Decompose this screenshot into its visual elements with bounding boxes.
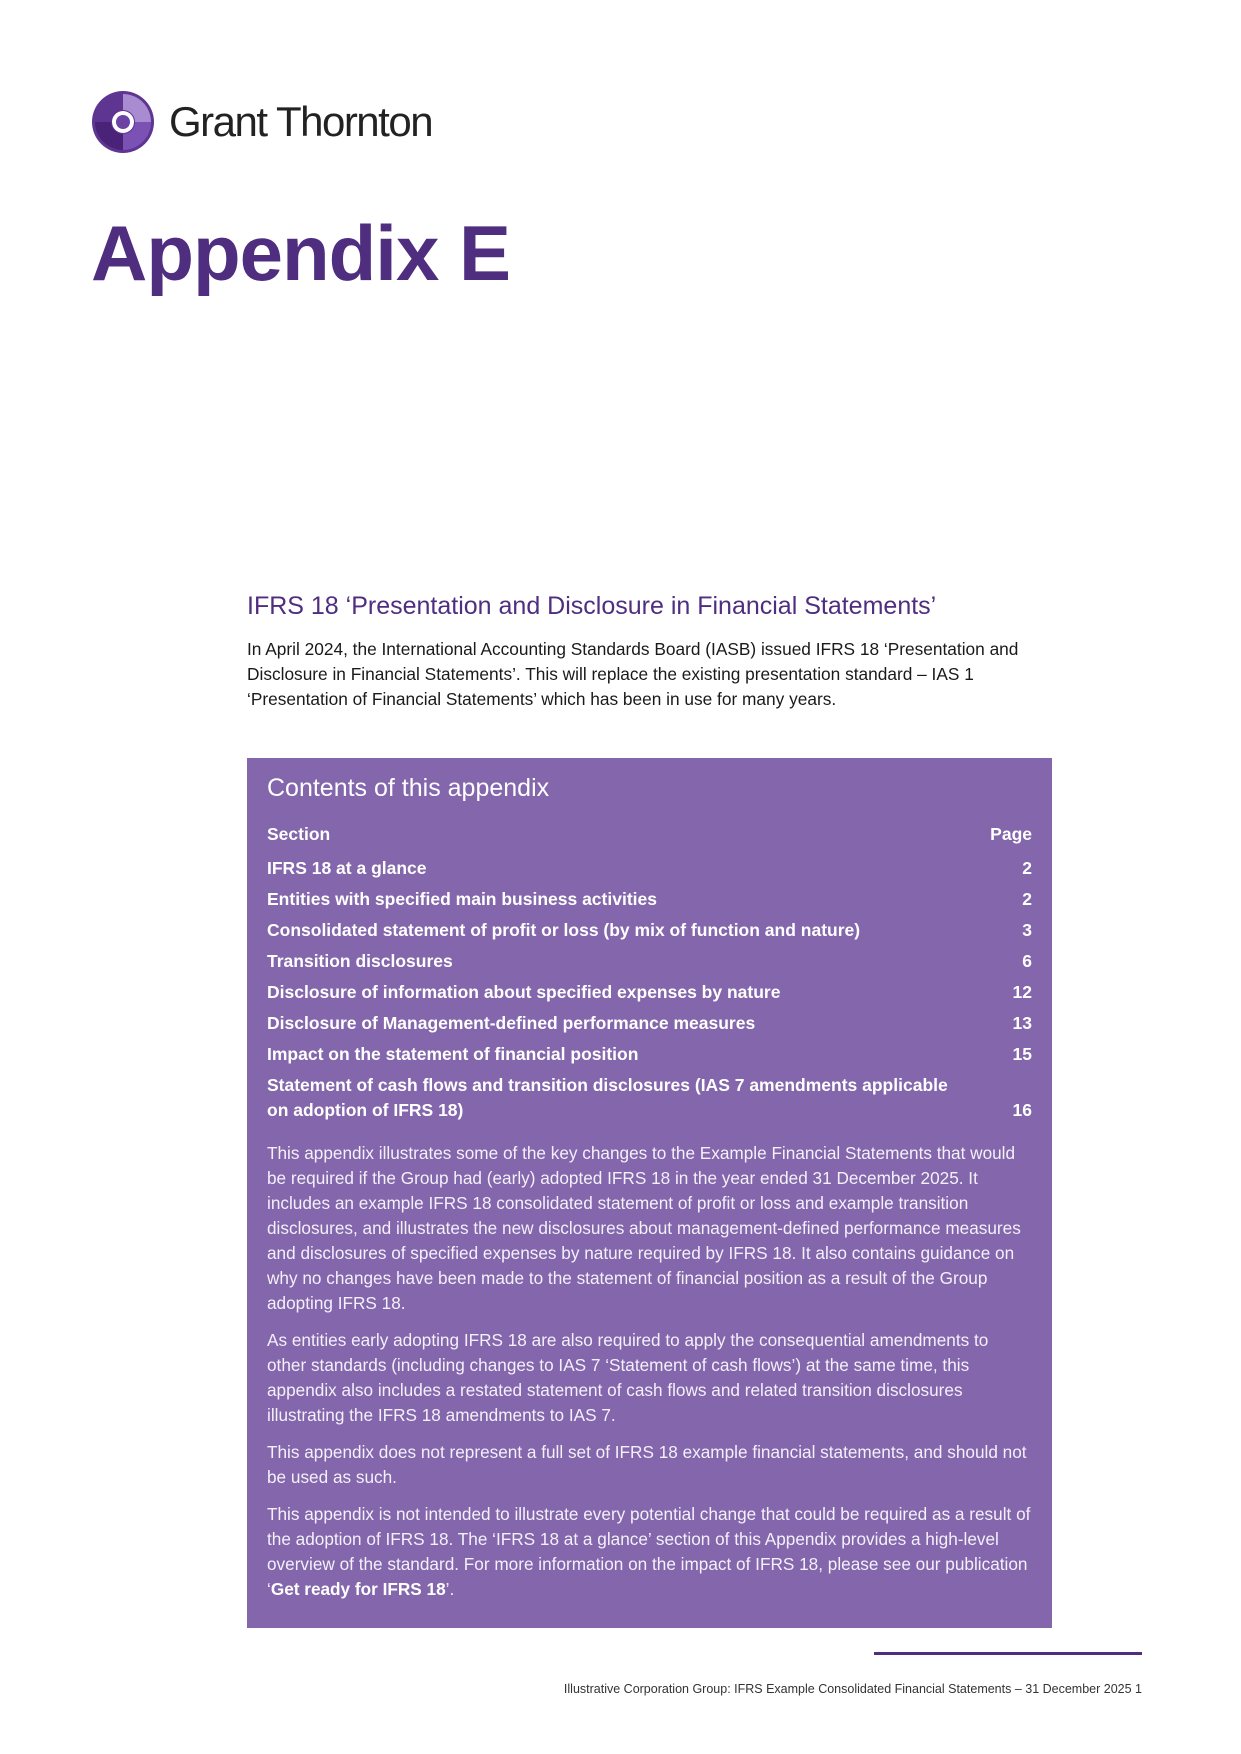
- toc-item-page: 2: [1022, 858, 1032, 878]
- toc-item[interactable]: [267, 1042, 1032, 1067]
- toc-item[interactable]: [267, 1011, 1032, 1036]
- toc-section-header: Section: [267, 824, 331, 844]
- toc-item-label: Transition disclosures: [267, 951, 453, 971]
- toc-item[interactable]: [267, 918, 1032, 943]
- intro-section: [247, 592, 1047, 712]
- toc-item-page: 15: [1012, 1044, 1032, 1064]
- toc-item[interactable]: [267, 1073, 1032, 1123]
- logo: [91, 90, 432, 154]
- last-paragraph-text: This appendix is not intended to illustrate every potential change that could be required as a result of the adoption of IFRS 18. The ‘IFRS 18 at a glance’ section of this Appendix provides a high-level overview of the standard. For more information on the impact of IFRS 18, please see our publication ‘: [267, 1504, 1031, 1599]
- toc-item-label: Disclosure of Management-defined performance measures: [267, 1013, 756, 1033]
- intro-heading: IFRS 18 ‘Presentation and Disclosure in Financial Statements’: [247, 592, 937, 620]
- toc-item[interactable]: [267, 949, 1032, 974]
- toc-item-label: Statement of cash flows and transition disclosures (IAS 7 amendments applicable on adoption of IFRS 18): [267, 1075, 948, 1120]
- toc-item-page: 12: [1012, 982, 1032, 1002]
- toc-page-header: Page: [990, 824, 1032, 844]
- description-paragraph: This appendix illustrates some of the key changes to the Example Financial Statements that would be required if the Group had (early) adopted IFRS 18 in the year ended 31 December 2025. It includes an example IFRS 18 consolidated statement of profit or loss and example transition disclosures, and illustrates the new disclosures about management-defined performance measures and disclosures of specified expenses by nature required by IFRS 18. It also contains guidance on why no changes have been made to the statement of financial position as a result of the Group adopting IFRS 18.: [267, 1143, 1021, 1313]
- toc-item-page: 3: [1022, 920, 1032, 940]
- toc-item-label: IFRS 18 at a glance: [267, 858, 427, 878]
- intro-text: In April 2024, the International Accounting Standards Board (IASB) issued IFRS 18 ‘Presentation and Disclosure in Financial Statements’. This will replace the existing presentation standard – IAS 1 ‘Presentation of Financial Statements’ which has been in use for many years.: [247, 639, 1019, 709]
- toc-item[interactable]: [267, 980, 1032, 1005]
- toc-item[interactable]: [267, 887, 1032, 912]
- toc-header: [267, 822, 1032, 846]
- description-paragraph-last: [267, 1502, 1032, 1602]
- description-paragraph: This appendix does not represent a full set of IFRS 18 example financial statements, and should not be used as such.: [267, 1442, 1027, 1487]
- grant-thornton-ring-icon: [91, 90, 155, 154]
- page-title: Appendix E: [91, 209, 511, 297]
- toc-item-label: Impact on the statement of financial position: [267, 1044, 639, 1064]
- toc-item-page: 2: [1022, 889, 1032, 909]
- toc-item-page: 13: [1012, 1013, 1032, 1033]
- footer-rule: [874, 1652, 1142, 1655]
- toc-list: [267, 856, 1032, 1123]
- toc-item[interactable]: [267, 856, 1032, 881]
- last-paragraph-suffix: ’.: [445, 1579, 455, 1599]
- toc-item-page: 6: [1022, 951, 1032, 971]
- contents-description: [267, 1141, 1032, 1602]
- page-footer: Illustrative Corporation Group: IFRS Example Consolidated Financial Statements – 31 December 2025 1: [563, 1682, 1142, 1696]
- contents-title: Contents of this appendix: [267, 774, 550, 802]
- logo-wordmark: Grant Thornton: [169, 98, 433, 145]
- description-paragraph: As entities early adopting IFRS 18 are also required to apply the consequential amendments to other standards (including changes to IAS 7 ‘Statement of cash flows’) at the same time, this appendix also includes a restated statement of cash flows and related transition disclosures illustrating the IFRS 18 amendments to IAS 7.: [267, 1330, 989, 1425]
- contents-panel: [247, 758, 1052, 1628]
- toc-item-label: Consolidated statement of profit or loss (by mix of function and nature): [267, 920, 861, 940]
- toc-item-page: 16: [1012, 1100, 1032, 1120]
- get-ready-link[interactable]: Get ready for IFRS 18: [270, 1579, 446, 1599]
- toc-item-label: Disclosure of information about specified expenses by nature: [267, 982, 781, 1002]
- toc-item-label: Entities with specified main business activities: [267, 889, 657, 909]
